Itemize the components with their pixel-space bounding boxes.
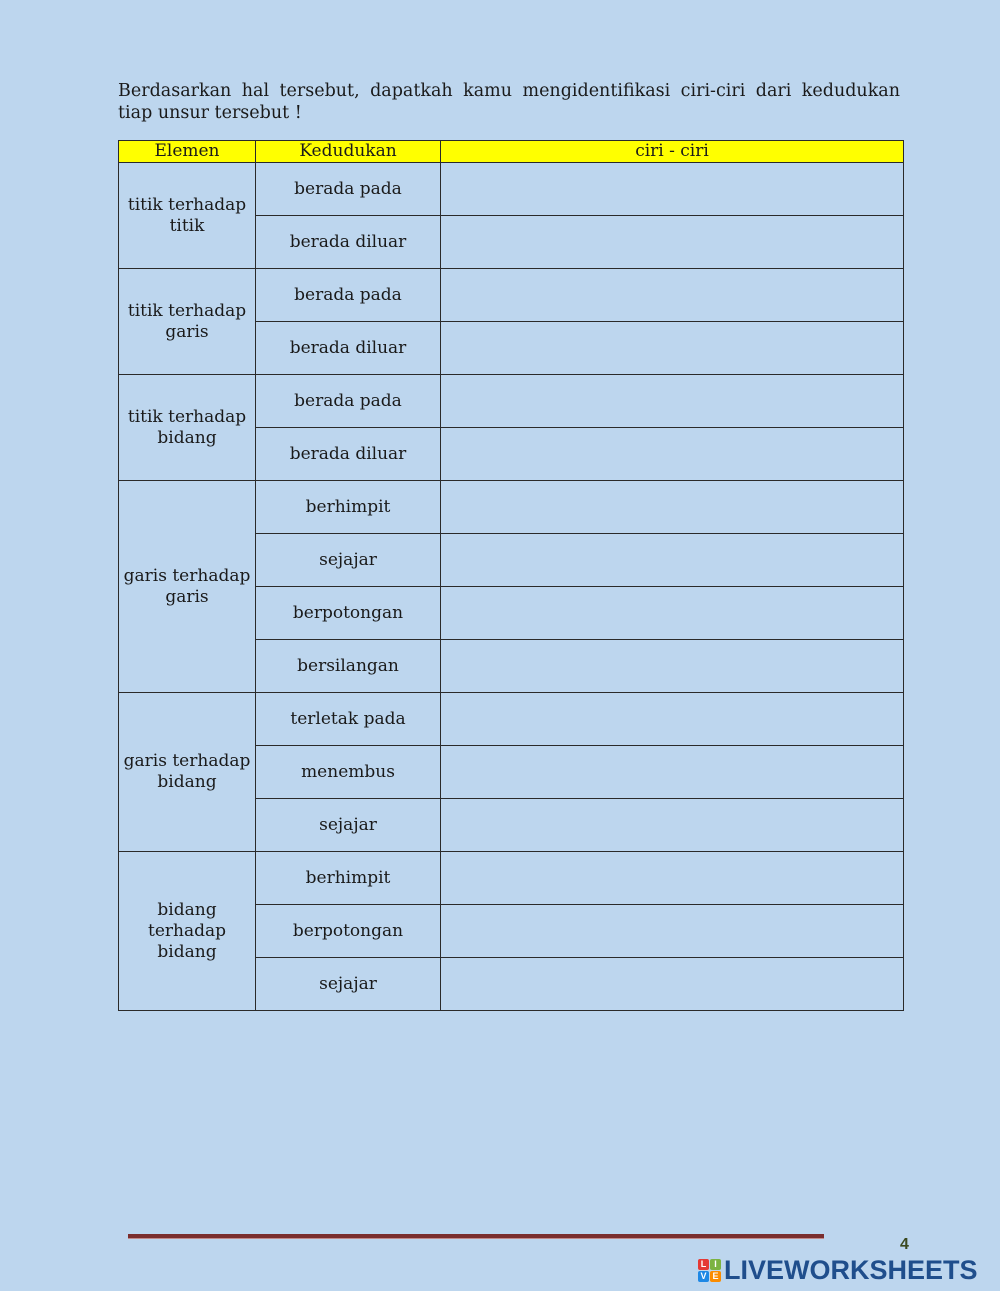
table-body [119, 163, 904, 1011]
table-header-row [119, 141, 904, 163]
answer-cell [441, 905, 904, 958]
table-row [119, 269, 904, 322]
ciri-answer-input[interactable] [445, 428, 899, 480]
answer-cell [441, 428, 904, 481]
position-cell: berada diluar [256, 428, 441, 481]
ciri-answer-input[interactable] [445, 905, 899, 957]
header-ciri-ciri: ciri - ciri [441, 141, 904, 163]
ciri-answer-input[interactable] [445, 587, 899, 639]
ciri-answer-input[interactable] [445, 640, 899, 692]
position-cell: berada diluar [256, 322, 441, 375]
ciri-answer-input[interactable] [445, 269, 899, 321]
ciri-answer-input[interactable] [445, 534, 899, 586]
badge-letter-e: E [710, 1271, 721, 1282]
badge-letter-v: V [698, 1271, 709, 1282]
table-row [119, 481, 904, 534]
answer-cell [441, 534, 904, 587]
header-kedudukan: Kedudukan [256, 141, 441, 163]
position-cell: sejajar [256, 958, 441, 1011]
instruction-text: Berdasarkan hal tersebut, dapatkah kamu mengidentifikasi ciri-ciri dari kedudukan tiap unsur tersebut ! [118, 81, 900, 123]
position-cell: sejajar [256, 799, 441, 852]
element-cell: garis terhadap bidang [119, 693, 256, 852]
ciri-answer-input[interactable] [445, 746, 899, 798]
liveworksheets-wordmark: LIVEWORKSHEETS [724, 1254, 978, 1285]
ciri-answer-input[interactable] [445, 693, 899, 745]
answer-cell [441, 746, 904, 799]
answer-cell [441, 799, 904, 852]
badge-letter-l: L [698, 1259, 709, 1270]
worksheet-table [118, 140, 904, 1011]
table-row [119, 693, 904, 746]
position-cell: berpotongan [256, 587, 441, 640]
position-cell: berada diluar [256, 216, 441, 269]
ciri-answer-input[interactable] [445, 958, 899, 1010]
table-row [119, 375, 904, 428]
answer-cell [441, 958, 904, 1011]
ciri-answer-input[interactable] [445, 163, 899, 215]
page-number: 4 [900, 1236, 909, 1253]
position-cell: berhimpit [256, 481, 441, 534]
element-cell: garis terhadap garis [119, 481, 256, 693]
footer-divider-line [128, 1234, 824, 1239]
answer-cell [441, 375, 904, 428]
ciri-answer-input[interactable] [445, 375, 899, 427]
liveworksheets-badge-icon [698, 1259, 721, 1282]
position-cell: sejajar [256, 534, 441, 587]
ciri-answer-input[interactable] [445, 799, 899, 851]
position-cell: berada pada [256, 163, 441, 216]
answer-cell [441, 640, 904, 693]
badge-letter-i: I [710, 1259, 721, 1270]
element-cell: titik terhadap titik [119, 163, 256, 269]
element-cell: bidang terhadap bidang [119, 852, 256, 1011]
header-elemen: Elemen [119, 141, 256, 163]
ciri-answer-input[interactable] [445, 481, 899, 533]
element-cell: titik terhadap garis [119, 269, 256, 375]
answer-cell [441, 587, 904, 640]
position-cell: berada pada [256, 375, 441, 428]
element-cell: titik terhadap bidang [119, 375, 256, 481]
answer-cell [441, 269, 904, 322]
position-cell: berhimpit [256, 852, 441, 905]
table-row [119, 852, 904, 905]
liveworksheets-logo[interactable] [698, 1255, 978, 1285]
ciri-answer-input[interactable] [445, 216, 899, 268]
answer-cell [441, 481, 904, 534]
answer-cell [441, 216, 904, 269]
ciri-answer-input[interactable] [445, 322, 899, 374]
position-cell: bersilangan [256, 640, 441, 693]
answer-cell [441, 693, 904, 746]
position-cell: berada pada [256, 269, 441, 322]
ciri-answer-input[interactable] [445, 852, 899, 904]
answer-cell [441, 322, 904, 375]
position-cell: menembus [256, 746, 441, 799]
position-cell: berpotongan [256, 905, 441, 958]
position-cell: terletak pada [256, 693, 441, 746]
answer-cell [441, 163, 904, 216]
answer-cell [441, 852, 904, 905]
table-row [119, 163, 904, 216]
